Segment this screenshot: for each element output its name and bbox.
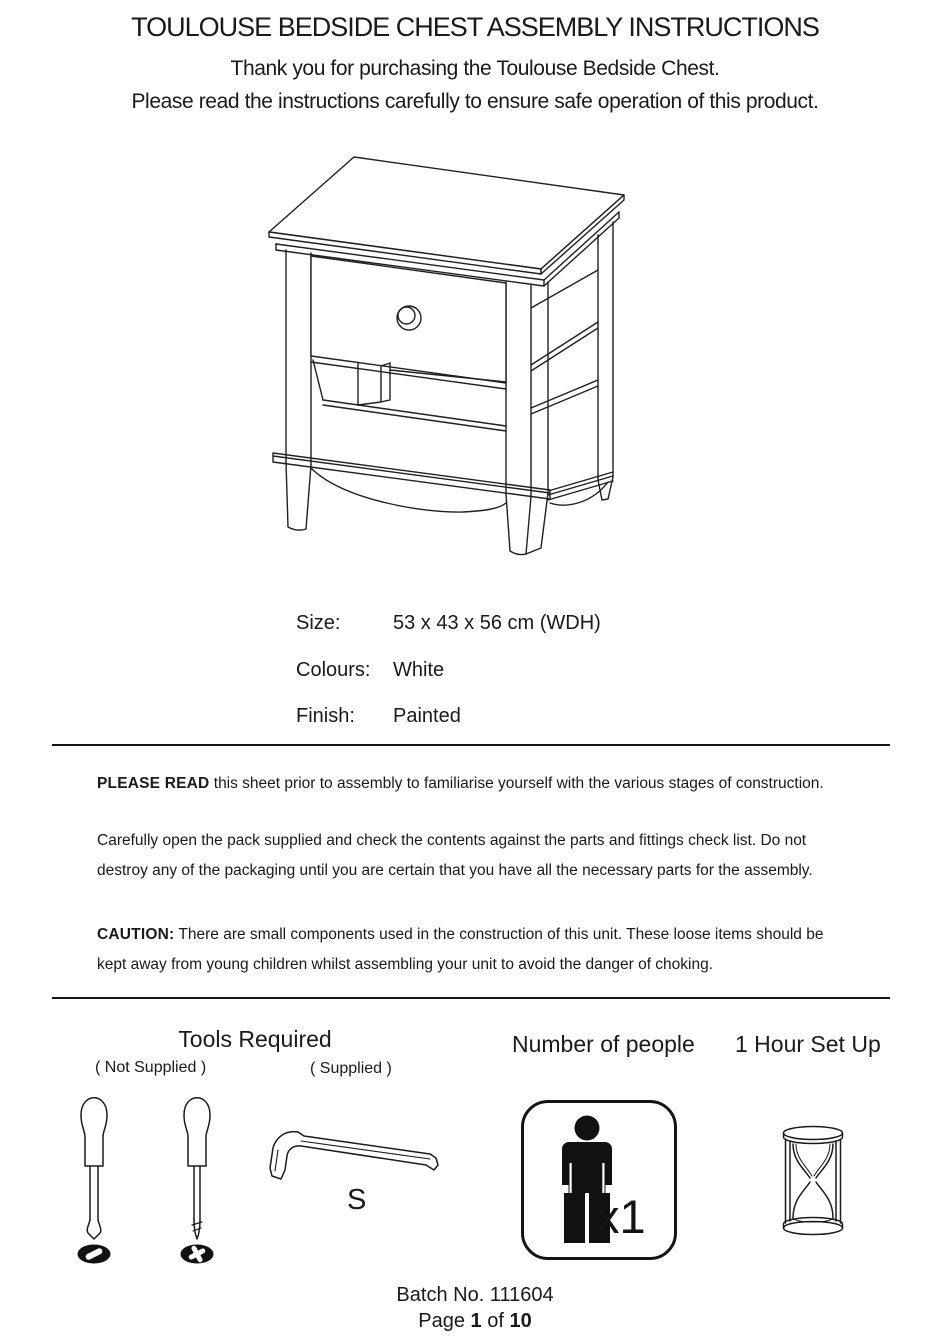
please-read-text: this sheet prior to assembly to familiarise yourself with the various stages of construction.	[209, 775, 824, 792]
number-of-people-title: Number of people	[512, 1031, 695, 1057]
flathead-screwdriver-icon	[76, 1087, 112, 1267]
people-count: x1	[596, 1190, 646, 1243]
caution-line-2: kept away from young children whilst assembling your unit to avoid the danger of choking.	[97, 956, 714, 973]
check-contents-line-1: Carefully open the pack supplied and check the contents against the parts and fittings check list. Do not	[97, 832, 807, 849]
intro-line-1: Thank you for purchasing the Toulouse Bedside Chest.	[230, 57, 720, 80]
caution-line-1	[97, 920, 897, 950]
page-title: TOULOUSE BEDSIDE CHEST ASSEMBLY INSTRUCTIONS	[131, 12, 819, 42]
page-indicator	[0, 1310, 950, 1333]
spec-row-finish	[296, 705, 601, 728]
check-contents-paragraph	[97, 826, 897, 886]
batch-number: Batch No. 111604	[396, 1284, 554, 1306]
not-supplied-label: ( Not Supplied )	[95, 1059, 207, 1076]
please-read-paragraph	[97, 769, 897, 799]
check-contents-line-2: destroy any of the packaging until you are certain that you have all the necessary parts for the assembly.	[97, 862, 813, 879]
supplied-label: ( Supplied )	[310, 1060, 392, 1077]
caution-label: CAUTION:	[97, 926, 175, 943]
please-read-label: PLEASE READ	[97, 775, 210, 792]
spec-row-size	[296, 612, 601, 635]
spec-label: Finish:	[296, 705, 355, 727]
product-specs	[296, 612, 601, 752]
people-count-badge	[521, 1100, 677, 1260]
spec-value: Painted	[393, 705, 461, 727]
page-total: 10	[509, 1310, 532, 1332]
divider-bottom	[52, 997, 890, 999]
caution-text: There are small components used in the construction of this unit. These loose items should be	[174, 926, 824, 943]
hourglass-icon	[782, 1124, 844, 1238]
spec-label: Size:	[296, 612, 341, 634]
phillips-screwdriver-icon	[179, 1087, 215, 1267]
page-of-word: of	[481, 1310, 510, 1332]
allen-key-label: S	[347, 1184, 367, 1216]
spec-value: White	[393, 658, 445, 681]
tools-required-title: Tools Required	[178, 1026, 332, 1052]
setup-time-title: 1 Hour Set Up	[735, 1031, 881, 1057]
page-word: Page	[418, 1310, 471, 1332]
page-current: 1	[470, 1310, 482, 1332]
intro-line-2: Please read the instructions carefully to ensure safe operation of this product.	[131, 90, 819, 113]
caution-paragraph	[97, 920, 897, 980]
spec-label: Colours:	[296, 658, 371, 681]
divider-top	[52, 744, 890, 746]
spec-value: 53 x 43 x 56 cm (WDH)	[393, 612, 601, 634]
bedside-chest-illustration	[263, 150, 645, 572]
spec-row-colours	[296, 659, 601, 682]
